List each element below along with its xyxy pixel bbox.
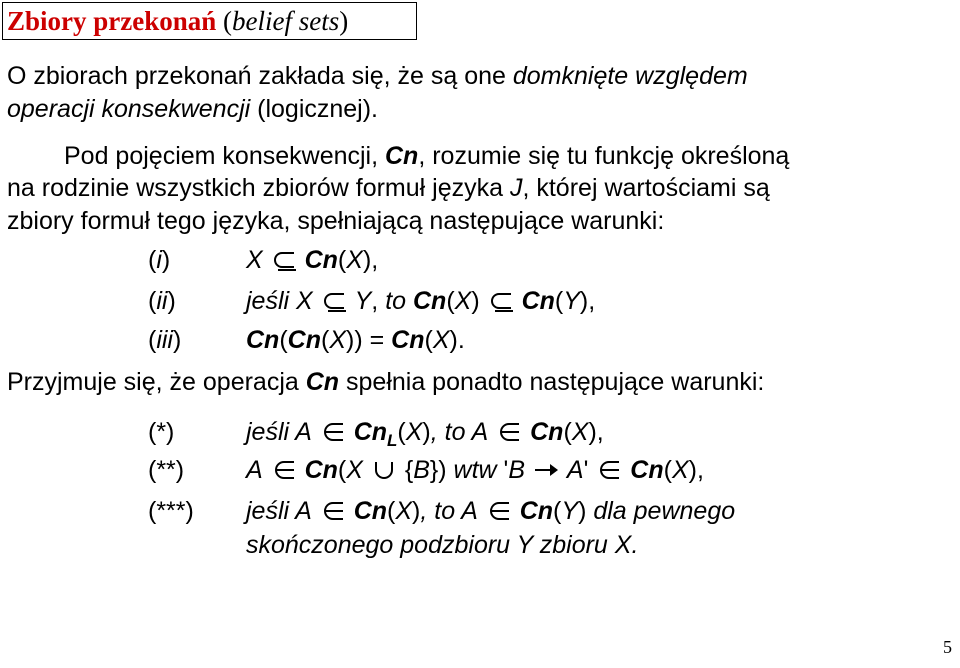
condition-formula-iii: Cn(Cn(X)) = Cn(X). — [246, 326, 465, 354]
extra-formula-2: A Cn(X {B}) wtw 'B A' Cn(X), — [246, 456, 704, 484]
implies-arrow-icon — [532, 458, 560, 480]
condition-label-iii: (iii) — [148, 326, 182, 354]
condition-formula-ii: jeśli X Y, to Cn(X) Cn(Y), — [246, 287, 596, 315]
slide-title: Zbiory przekonań (belief sets) — [2, 2, 417, 40]
subset-icon — [320, 289, 348, 311]
extra-label-1: (*) — [148, 418, 175, 446]
condition-label-i: (i) — [148, 246, 171, 274]
para-line-2: na rodzinie wszystkich zbiorów formuł języka J, której wartościami są — [7, 174, 770, 202]
element-of-icon — [595, 458, 623, 480]
title-main: Zbiory przekonań — [7, 6, 217, 36]
element-of-icon — [485, 499, 513, 521]
condition-label-ii: (ii) — [148, 287, 176, 315]
subset-icon — [487, 289, 515, 311]
extra-formula-3: jeśli A Cn(X), to A Cn(Y) dla pewnego — [246, 497, 736, 525]
intro-line-1: O zbiorach przekonań zakłada się, że są one domknięte względem — [7, 62, 748, 90]
extra-label-2: (**) — [148, 456, 185, 484]
element-of-icon — [270, 458, 298, 480]
para-line-1: Pod pojęciem konsekwencji, Cn, rozumie się tu funkcję określoną — [64, 142, 790, 170]
extra-formula-3-cont: skończonego podzbioru Y zbioru X. — [246, 531, 639, 559]
title-subtitle: belief sets — [232, 6, 340, 36]
extra-label-3: (***) — [148, 497, 194, 525]
element-of-icon — [495, 420, 523, 442]
element-of-icon — [319, 499, 347, 521]
element-of-icon — [319, 420, 347, 442]
condition-formula-i: X Cn(X), — [246, 246, 379, 274]
union-icon — [370, 458, 398, 480]
para-line-3: zbiory formuł tego języka, spełniającą następujące warunki: — [7, 207, 665, 235]
page-number: 5 — [943, 637, 952, 657]
subset-icon — [270, 248, 298, 270]
second-paragraph: Przyjmuje się, że operacja Cn spełnia ponadto następujące warunki: — [7, 368, 765, 396]
intro-line-2: operacji konsekwencji (logicznej). — [7, 95, 379, 123]
extra-formula-1: jeśli A $Cn_L(X)$, to A Cn(X), — [246, 418, 604, 450]
